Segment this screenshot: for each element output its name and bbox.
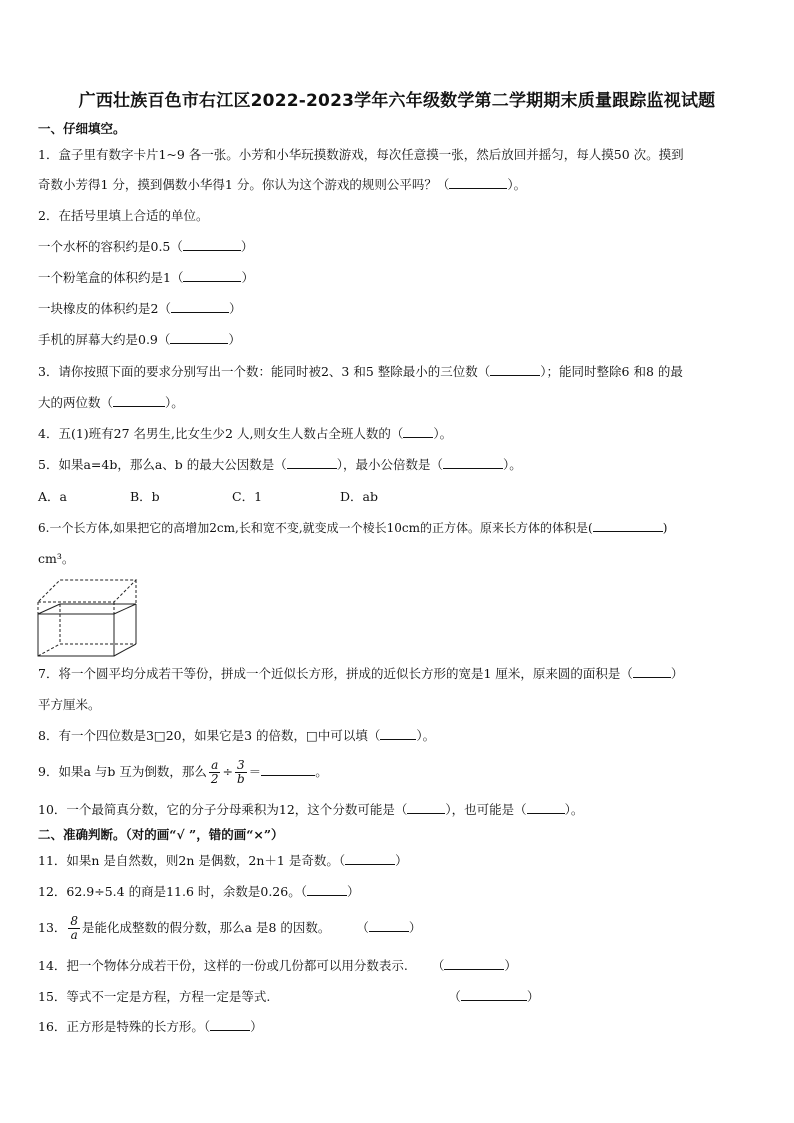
answer-blank[interactable] <box>183 269 241 282</box>
answer-blank[interactable] <box>407 801 445 814</box>
answer-blank[interactable] <box>307 883 347 896</box>
question-10: 10．一个最简真分数，它的分子分母乘积为12，这个分数可能是（ ），也可能是（ ）。 <box>38 802 584 817</box>
answer-blank[interactable] <box>345 852 395 865</box>
fraction-3-over-b: $\frac{3}{b}$ <box>236 758 245 786</box>
answer-blank[interactable] <box>287 456 337 469</box>
option-c[interactable]: C．1 <box>232 489 263 504</box>
question-7-line-2: 平方厘米。 <box>38 697 101 712</box>
answer-blank[interactable] <box>461 988 527 1001</box>
question-2-item-4: 手机的屏幕大约是0.9（ ） <box>38 332 241 347</box>
answer-blank[interactable] <box>113 394 165 407</box>
question-7-line-1: 7．将一个圆平均分成若干等份，拼成一个近似长方形，拼成的近似长方形的宽是1 厘米，原来圆的面积是（ ） <box>38 666 684 681</box>
option-d[interactable]: D．ab <box>340 489 378 504</box>
answer-blank[interactable] <box>210 1018 250 1031</box>
answer-blank[interactable] <box>443 456 503 469</box>
answer-blank[interactable] <box>633 665 671 678</box>
answer-blank[interactable] <box>403 425 433 438</box>
question-13: 13． $\frac{8}{a}$ 是能化成整数的假分数，那么a 是8 的因数。 （ ） <box>38 914 422 942</box>
question-2-heading: 2．在括号里填上合适的单位。 <box>38 208 209 223</box>
option-a[interactable]: A．a <box>38 489 67 504</box>
answer-blank[interactable] <box>444 957 504 970</box>
option-b[interactable]: B．b <box>130 489 160 504</box>
answer-blank[interactable] <box>171 300 229 313</box>
question-6-line-1: 6.一个长方体,如果把它的高增加2cm,长和宽不变,就变成一个棱长10cm的正方体。原来长方体的体积是( ) <box>38 521 668 535</box>
question-12: 12．62.9÷5.4 的商是11.6 时，余数是0.26。（ ） <box>38 884 360 899</box>
page-title: 广西壮族百色市右江区2022-2023学年六年级数学第二学期期末质量跟踪监视试题 <box>78 91 716 111</box>
question-2-item-2: 一个粉笔盒的体积约是1（ ） <box>38 270 254 285</box>
question-11: 11．如果n 是自然数，则2n 是偶数，2n＋1 是奇数。（ ） <box>38 853 408 868</box>
question-6-line-2: cm³。 <box>38 551 75 566</box>
section-heading-fill-blank: 一、仔细填空。 <box>38 121 126 136</box>
question-2-item-1: 一个水杯的容积约是0.5（ ） <box>38 239 254 254</box>
question-8: 8．有一个四位数是3□20，如果它是3 的倍数，□中可以填（ ）。 <box>38 728 436 743</box>
cube-diagram <box>36 574 140 658</box>
question-1-line-2: 奇数小芳得1 分，摸到偶数小华得1 分。你认为这个游戏的规则公平吗？（ ）。 <box>38 177 527 192</box>
question-5-options <box>38 488 758 506</box>
question-14: 14．把一个物体分成若干份，这样的一份或几份都可以用分数表示. （ ） <box>38 958 517 973</box>
question-5: 5．如果a=4b，那么a、b 的最大公因数是（ ），最小公倍数是（ ）。 <box>38 457 522 472</box>
answer-blank[interactable] <box>490 363 540 376</box>
question-15: 15．等式不一定是方程，方程一定是等式. （ ） <box>38 989 540 1004</box>
answer-blank[interactable] <box>261 763 315 776</box>
answer-blank[interactable] <box>380 727 416 740</box>
question-3-line-2: 大的两位数（ ）。 <box>38 395 184 410</box>
fraction-8-over-a: $\frac{8}{a}$ <box>70 914 79 942</box>
fraction-a-over-2: $\frac{a}{2}$ <box>210 758 219 786</box>
section-heading-true-false: 二、准确判断。（对的画“√ ”，错的画“×”） <box>38 827 284 842</box>
question-2-item-3: 一块橡皮的体积约是2（ ） <box>38 301 242 316</box>
answer-blank[interactable] <box>369 919 409 932</box>
question-3-line-1: 3．请你按照下面的要求分别写出一个数：能同时被2、3 和5 整除最小的三位数（ ）；能同时整除6 和8 的最 <box>38 364 683 379</box>
question-16: 16．正方形是特殊的长方形。（ ） <box>38 1019 263 1034</box>
answer-blank[interactable] <box>449 176 507 189</box>
question-4: 4．五(1)班有27 名男生,比女生少2 人,则女生人数占全班人数的（ ）。 <box>38 426 453 441</box>
question-1-line-1: 1．盒子里有数字卡片1~9 各一张。小芳和小华玩摸数游戏，每次任意摸一张，然后放回并摇匀，每人摸50 次。摸到 <box>38 147 684 162</box>
question-9: 9．如果a 与b 互为倒数，那么 $\frac{a}{2}$ ÷ $\frac{3}{b}$ ＝ 。 <box>38 758 328 786</box>
answer-blank[interactable] <box>593 519 663 532</box>
answer-blank[interactable] <box>527 801 565 814</box>
answer-blank[interactable] <box>183 238 241 251</box>
answer-blank[interactable] <box>170 331 228 344</box>
